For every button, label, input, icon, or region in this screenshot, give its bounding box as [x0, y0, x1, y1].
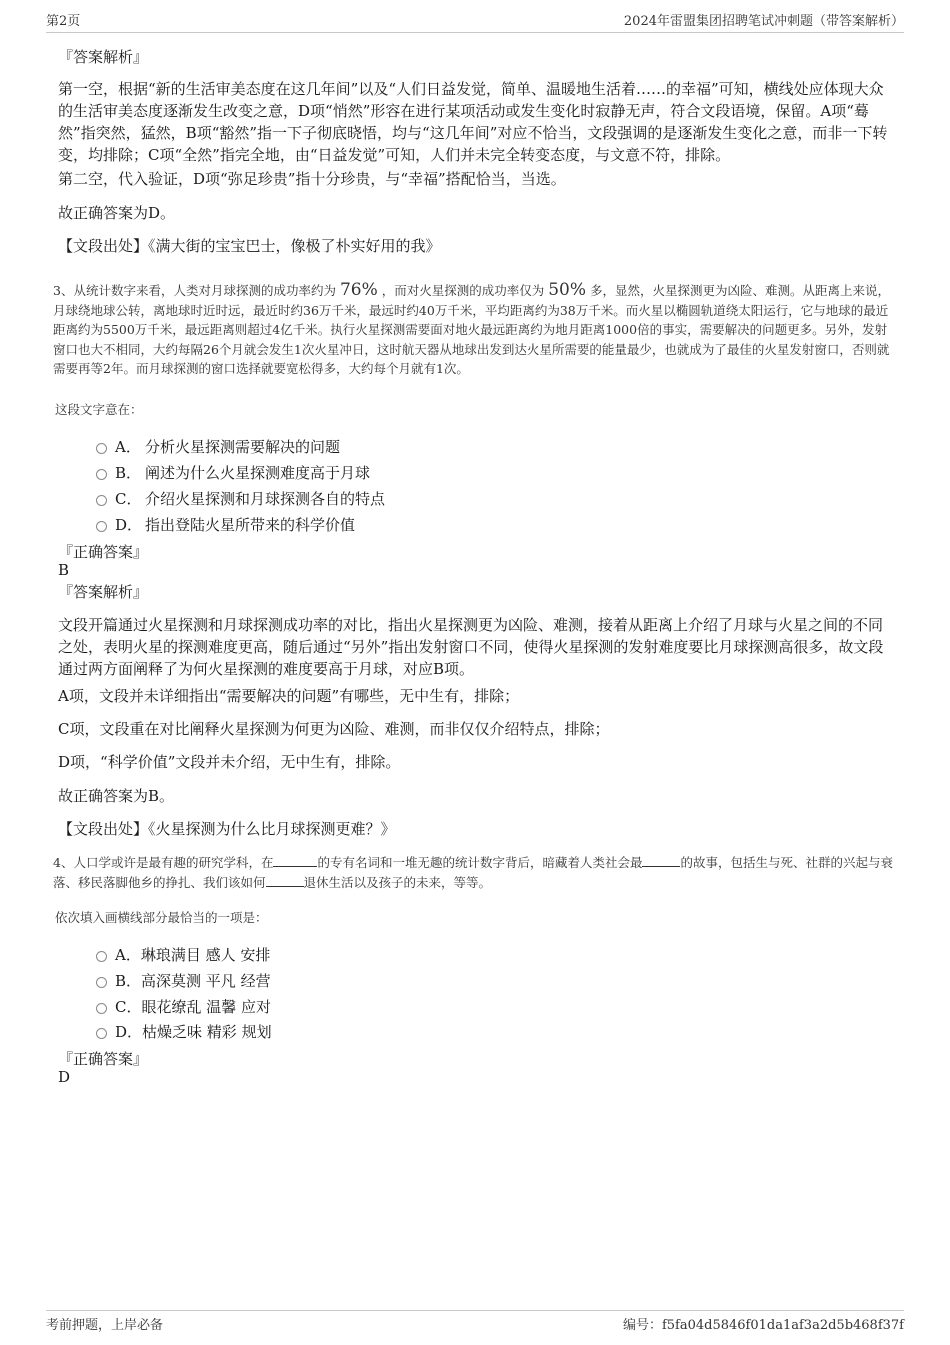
- percentage-50: 50%: [548, 280, 587, 300]
- question-3-option-a[interactable]: A． 分析火星探测需要解决的问题: [96, 436, 340, 457]
- percentage-76: 76%: [339, 280, 378, 300]
- analysis-note-d: D项，“科学价值”文段并未介绍，无中生有，排除。: [58, 753, 401, 771]
- fill-blank-1: [273, 854, 317, 867]
- radio-icon[interactable]: [96, 951, 107, 962]
- analysis-paragraph-2: 第二空，代入验证，D项“弥足珍贵”指十分珍贵，与“幸福”搭配恰当，当选。: [58, 170, 566, 188]
- question-4-option-d[interactable]: D． 枯燥乏味 精彩 规划: [96, 1021, 272, 1042]
- analysis-note-a: A项，文段并未详细指出“需要解决的问题”有哪些，无中生有，排除；: [58, 687, 520, 705]
- answer-value: D: [58, 1068, 71, 1086]
- radio-icon[interactable]: [96, 521, 107, 532]
- answer-value: B: [58, 561, 70, 579]
- question-3-option-d[interactable]: D． 指出登陆火星所带来的科学价值: [96, 514, 355, 535]
- answer-label: 『正确答案』: [58, 543, 149, 561]
- radio-icon[interactable]: [96, 495, 107, 506]
- question-3-prompt: 这段文字意在：: [55, 402, 143, 417]
- footer-divider: [46, 1310, 904, 1311]
- document-title: 2024年雷盟集团招聘笔试冲刺题（带答案解析）: [623, 14, 904, 29]
- source-citation: 【文段出处】《满大街的宝宝巴士，像极了朴实好用的我》: [58, 237, 441, 255]
- question-4-stem: 4、人口学或许是最有趣的研究学科，在 的专有名词和一堆无趣的统计数字背后，暗藏着人类社会最 的故事，包括生与死、社群的兴起与衰落、移民落脚他乡的挣扎、我们该如何 退休生活以及孩子的未来，等等。: [53, 855, 893, 890]
- radio-icon[interactable]: [96, 1028, 107, 1039]
- question-3-stem: 3、从统计数字来看，人类对月球探测的成功率约为 76% ，而对火星探测的成功率仅为 50% 多，显然，火星探测更为凶险、难测。从距离上来说，月球绕地球公转，离地球时近时远，最近时约36万千米，最远时约40万千米，平均距离约为38万千米。而火星以椭圆轨道绕太阳运行，它与地球的最近距离约为5500万千米，最远距离则超过4亿千米。执行火星探测需要面对地火最远距离约为地月距离1000倍的事实，需要解决的问题更多。另外，发射窗口也大不相同，大约每隔26个月就会发生1次火星冲日，这时航天器从地球出发到达火星所需要的能量最少，也就成为了最佳的火星发射窗口，否则就需要再等2年。而月球探测的窗口选择就要宽松得多，大约每个月就有1次。: [53, 280, 891, 376]
- question-4-option-b[interactable]: B． 高深莫测 平凡 经营: [96, 970, 271, 991]
- analysis-paragraph-1: 第一空，根据“新的生活审美态度在这几年间”以及“人们日益发觉，简单、温暖地生活着……的幸福”可知，横线处应体现大众的生活审美态度逐渐发生改变之意，D项“悄然”形容在进行某项活动或发生变化时寂静无声，符合文段语境，保留。A项“蓦然”指突然，猛然，B项“豁然”指一下子彻底晓悟，均与“这几年间”对应不恰当，文段强调的是逐渐发生变化之意，而非一下转变，均排除；C项“全然”指完全地，由“日益发觉”可知，人们并未完全转变态度，与文意不符，排除。: [58, 80, 888, 164]
- source-citation: 【文段出处】《火星探测为什么比月球探测更难？》: [58, 820, 396, 838]
- radio-icon[interactable]: [96, 1003, 107, 1014]
- question-4-option-a[interactable]: A． 琳琅满目 感人 安排: [96, 944, 270, 965]
- header-divider: [46, 32, 904, 33]
- analysis-conclusion: 故正确答案为B。: [58, 787, 175, 805]
- question-3-option-b[interactable]: B． 阐述为什么火星探测难度高于月球: [96, 462, 370, 483]
- analysis-label: 『答案解析』: [58, 48, 149, 66]
- footer-slogan: 考前押题，上岸必备: [46, 1318, 164, 1333]
- question-3-option-c[interactable]: C． 介绍火星探测和月球探测各自的特点: [96, 488, 385, 509]
- fill-blank-2: [642, 854, 680, 867]
- radio-icon[interactable]: [96, 443, 107, 454]
- analysis-paragraph: 文段开篇通过火星探测和月球探测成功率的对比，指出火星探测更为凶险、难测，接着从距离上介绍了月球与火星之间的不同之处，表明火星的探测难度更高，随后通过“另外”指出发射窗口不同，使得火星探测的发射难度要比月球探测高很多，故文段通过两方面阐释了为何火星探测的难度要高于月球，对应B项。: [58, 616, 884, 678]
- analysis-label: 『答案解析』: [58, 583, 149, 601]
- answer-label: 『正确答案』: [58, 1050, 149, 1068]
- analysis-note-c: C项，文段重在对比阐释火星探测为何更为凶险、难测，而非仅仅介绍特点，排除；: [58, 720, 610, 738]
- radio-icon[interactable]: [96, 977, 107, 988]
- page-number: 第2页: [46, 14, 81, 29]
- radio-icon[interactable]: [96, 469, 107, 480]
- fill-blank-3: [266, 874, 304, 887]
- question-4-prompt: 依次填入画横线部分最恰当的一项是：: [55, 910, 268, 925]
- question-4-option-c[interactable]: C． 眼花缭乱 温馨 应对: [96, 996, 271, 1017]
- analysis-conclusion: 故正确答案为D。: [58, 204, 176, 222]
- document-id: 编号：f5fa04d5846f01da1af3a2d5b468f37f: [622, 1318, 904, 1333]
